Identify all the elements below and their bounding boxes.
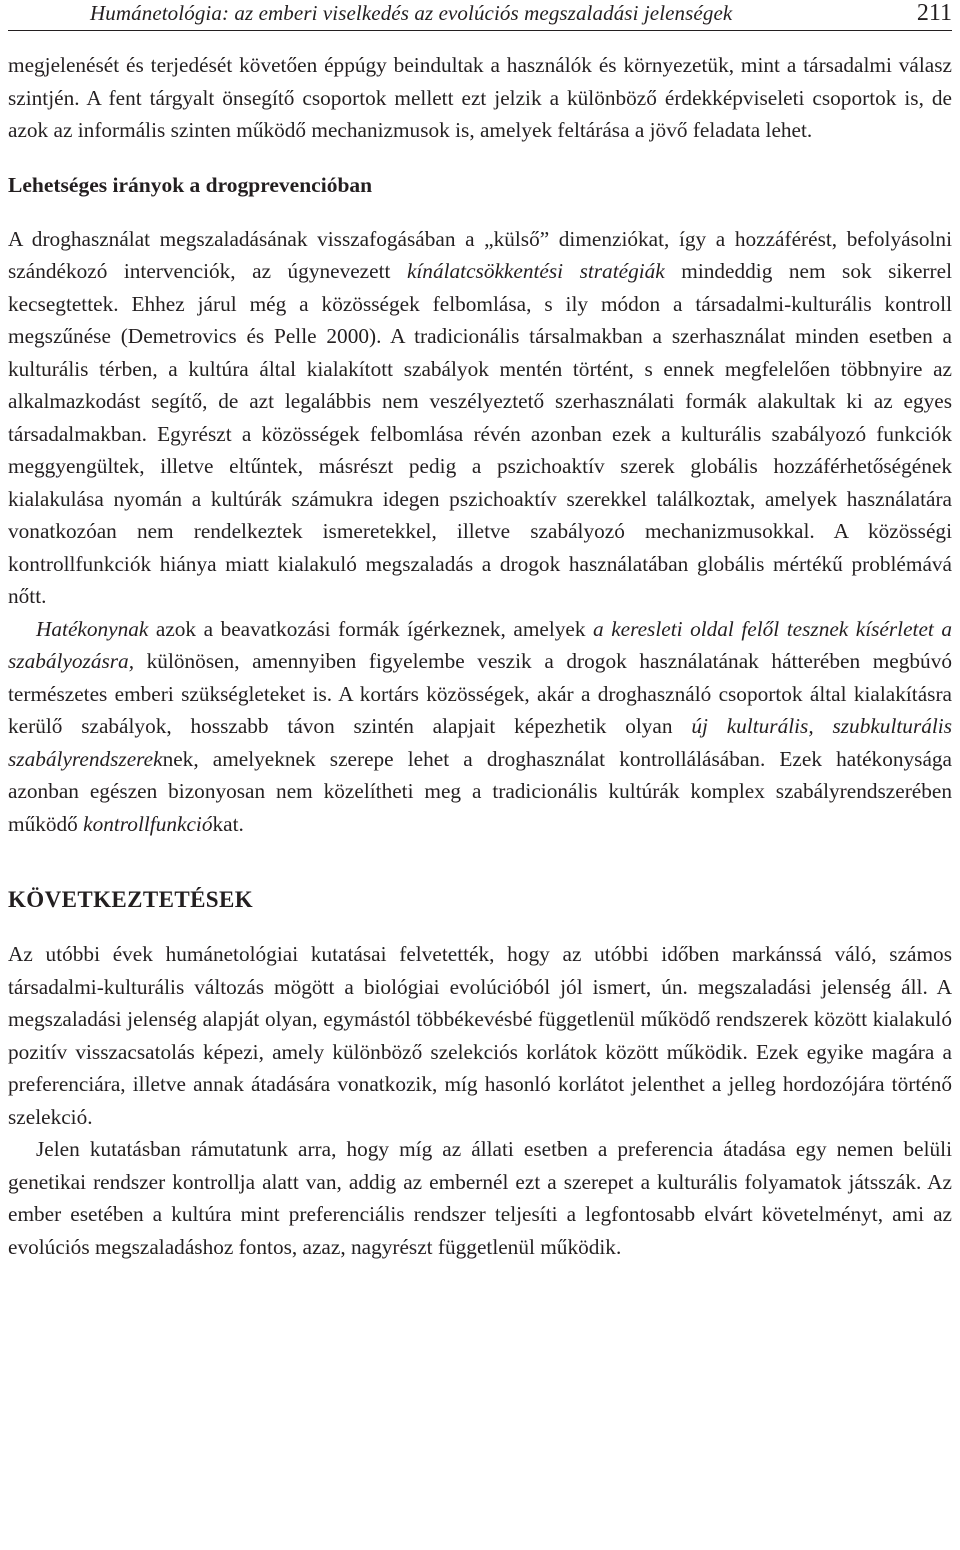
prevention-paragraph-1 <box>8 223 952 613</box>
emphasis-demand-side: a keresleti oldal felől tesznek kísérletet a szabályozásra, <box>8 616 952 673</box>
emphasis-effective: Hatékonynak <box>36 616 149 641</box>
emphasis-new-rule-systems: új kulturális, szubkulturális szabályrendszerek <box>8 714 952 771</box>
conclusions-paragraph-1: Az utóbbi évek humánetológiai kutatásai felvetették, hogy az utóbbi időben markánssá váló, számos társadalmi-kulturális változás mögött a biológiai evolúcióból jól ismert, ún. megszaladási jelenség áll. A megszaladási jelenség alapját olyan, egymástól többékevésbé függetlenül működő rendszerek között kialakuló pozitív visszacsatolás képezi, amely különböző szelekciós korlátok között működik. Ezek egyike magára a preferenciára, illetve annak átadására vonatkozik, míg hasonló korlátot jelenthet a jelleg hordozójára történő szelekció. <box>8 942 952 1129</box>
section-heading-prevention: Lehetséges irányok a drogprevencióban <box>8 172 373 197</box>
text-run: azok a beavatkozási formák ígérkeznek, amelyek <box>148 616 594 641</box>
emphasis-control-function: kontrollfunkció <box>83 811 213 836</box>
text-run: nek, amelyeknek szerepe lehet a droghasználat kontrollálásában. Ezek hatékonysága azonban egészen bizonyosan nem közelítheti meg a tradicionális kultúrák komplex szabályrendszerében működő <box>8 746 952 836</box>
prevention-paragraph-2 <box>8 613 952 841</box>
text-run: mindeddig nem sok sikerrel kecsegtettek. Ehhez járul még a közösségek felbomlása, s ily módon a társadalmi-kulturális kontroll megszűnése (Demetrovics és Pelle 2000). A tradicionális társalmakban a szerhasználat minden esetben a kulturális térben, a kultúra által kialakított szabályok mentén történt, s ennek megfelelően többnyire az alkalmazkodást segítő, de azt legalábbis nem veszélyeztető szerhasználati formák alakultak ki az egyes társadalmakban. Egyrészt a közösségek felbomlása révén azonban ezek a kulturális szabályozó funkciók meggyengültek, illetve eltűntek, másrészt pedig a pszichoaktív szerek globális hozzáférhetőségének kialakulása nyomán a kultúrák számukra idegen pszichoaktív szerekkel találkoztak, amelyek használatára vonatkozóan nem rendelkeztek ismeretekkel, illetve szabályozó mechanizmusokkal. A közösségi kontrollfunkciók hiánya miatt kialakuló megszaladás a drogok használatában globális mértékű problémává nőtt. <box>8 259 952 608</box>
text-run: A droghasználat megszaladásának visszafogásában a „külső” dimenziókat, így a hozzáférést, befolyásolni szándékozó intervenciók, az úgynevezett <box>8 226 952 283</box>
section-heading-conclusions: KÖVETKEZTETÉSEK <box>8 887 254 912</box>
emphasis-supply-reduction: kínálatcsökkentési stratégiák <box>406 259 665 283</box>
intro-paragraph: megjelenését és terjedését követően éppúgy beindultak a használók és környezetük, mint a társadalmi válasz szintjén. A fent tárgyalt önsegítő csoportok mellett ezt jelzik a különböző érdekképviseleti csoportok is, de azok az informális szinten működő mechanizmusok is, amelyek feltárása a jövő feladata lehet. <box>8 53 952 142</box>
running-title: Humánetológia: az emberi viselkedés az evolúciós megszaladási jelenségek <box>90 1 733 25</box>
conclusions-paragraph-2: Jelen kutatásban rámutatunk arra, hogy míg az állati esetben a preferencia átadása egy nemen belüli genetikai rendszer kontrollja alatt van, addig az embernél ezt a szerepet a kulturális folyamatok játsszák. Az ember esetében a kultúra mint preferenciális rendszer teljesíti a legfontosabb elvárt követelményt, ami az evolúciós megszaladáshoz fontos, azaz, nagyrészt függetlenül működik. <box>8 1137 952 1259</box>
body-text <box>8 49 952 1263</box>
text-run: különösen, amennyiben figyelembe veszik a drogok használatának hátterében megbúvó természetes emberi szükségleteket is. A kortárs közösségek, akár a droghasználó csoportok által kialakításra kerülő szabályok, hosszabb távon szintén alapjait képezhetik olyan <box>8 649 952 738</box>
text-run: kat. <box>212 811 244 836</box>
page-number: 211 <box>916 0 952 26</box>
running-header <box>8 0 952 31</box>
